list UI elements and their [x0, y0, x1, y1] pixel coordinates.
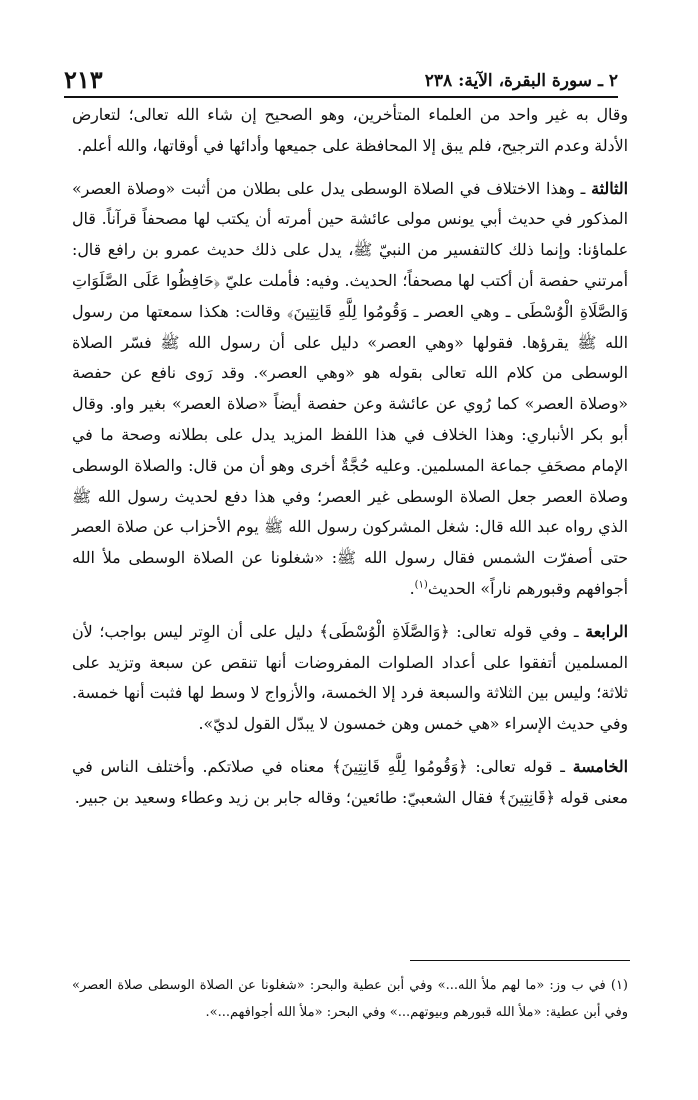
paragraph-2	[72, 174, 628, 605]
paragraph-heading: الثالثة	[591, 178, 628, 198]
paragraph-3	[72, 617, 628, 740]
main-text	[72, 100, 628, 814]
running-title: ٢ ـ سورة البقرة، الآية: ٢٣٨	[424, 71, 618, 91]
page-header	[64, 56, 618, 98]
paragraph-text: ـ وهذا الاختلاف في الصلاة الوسطى يدل على بطلان من أثبت «وصلاة العصر» المذكور في حديث أبي يونس مولى عائشة حين أمرته أن يكتب لها مصحفاً قرآناً. قال علماؤنا: وإنما ذلك كالتفسير من النبيّ ﷺ، يدل على ذلك حديث عمرو بن رافع قال: أمرتني حفصة أن أكتب لها مصحفاً؛ الحديث. وفيه: فأملت عليّ ﴿حَافِظُوا عَلَى الصَّلَوَاتِ وَالصَّلَاةِ الْوُسْطَى ـ وهي العصر ـ وَقُومُوا لِلَّهِ قَانِتِينَ﴾ وقالت: هكذا سمعتها من رسول الله ﷺ يقرؤها. فقولها «وهي العصر» دليل على أن رسول الله ﷺ فسّر الصلاة الوسطى من كلام الله تعالى بقوله هو «وهي العصر». وقد رَوى نافع عن حفصة «وصلاة العصر» كما رُوي عن عائشة وعن حفصة أيضاً «صلاة العصر» بغير واو. وقال أبو بكر الأنباري: وهذا الخلاف في هذا اللفظ المزيد يدل على بطلانه وصحة ما في الإمام مصحَفِ جماعة المسلمين. وعليه حُجَّةٌ أخرى وهو أن من قال: والصلاة الوسطى وصلاة العصر جعل الصلاة الوسطى غير العصر؛ وفي هذا دفع لحديث رسول الله ﷺ الذي رواه عبد الله قال: شغل المشركون رسول الله ﷺ يوم الأحزاب عن صلاة العصر حتى أصفرّت الشمس فقال رسول الله ﷺ: «شغلونا عن الصلاة الوسطى ملأ الله أجوافهم وقبورهم ناراً» الحديث	[72, 178, 628, 598]
footnote-divider	[410, 960, 630, 961]
paragraph-tail: .	[409, 578, 415, 598]
paragraph-text: ـ وفي قوله تعالى: ﴿وَالصَّلَاةِ الْوُسْطَى﴾ دليل على أن الوِتر ليس بواجب؛ لأن المسلمين أتفقوا على أعداد الصلوات المفروضات أنها تنقص عن سبعة وتزيد على ثلاثة؛ وليس بين الثلاثة والسبعة فرد إلا الخمسة، والأزواج لا وسط لها فثبت أنها خمسة. وفي حديث الإسراء «هي خمس وهن خمسون لا يبدّل القول لديّ».	[72, 621, 628, 734]
paragraph-text: ـ قوله تعالى: ﴿وَقُومُوا لِلَّهِ قَانِتِينَ﴾ معناه في صلاتكم. وأختلف الناس في معنى قوله ﴿قَانِتِينَ﴾ فقال الشعبيّ: طائعين؛ وقاله جابر بن زيد وعطاء وسعيد بن جبير.	[72, 756, 628, 807]
paragraph-1	[72, 100, 628, 162]
page-number: ٢١٣	[64, 65, 103, 94]
footnote-marker: (١)	[414, 579, 428, 591]
paragraph-text: وقال به غير واحد من العلماء المتأخرين، وهو الصحيح إن شاء الله تعالى؛ لتعارض الأدلة وعدم الترجيح، فلم يبق إلا المحافظة على جميعها وأدائها في أوقاتها، والله أعلم.	[72, 105, 628, 155]
footnotes	[72, 972, 628, 1026]
paragraph-4	[72, 752, 628, 814]
paragraph-heading: الرابعة	[585, 621, 629, 641]
paragraph-heading: الخامسة	[572, 756, 628, 776]
footnote: (١) في ب وز: «ما لهم ملأ الله...» وفي أبن عطية والبحر: «شغلونا عن الصلاة الوسطى صلاة العصر» وفي أبن عطية: «ملأ الله قبورهم وبيوتهم...» وفي البحر: «ملأ الله أجوافهم...».	[72, 978, 628, 1020]
